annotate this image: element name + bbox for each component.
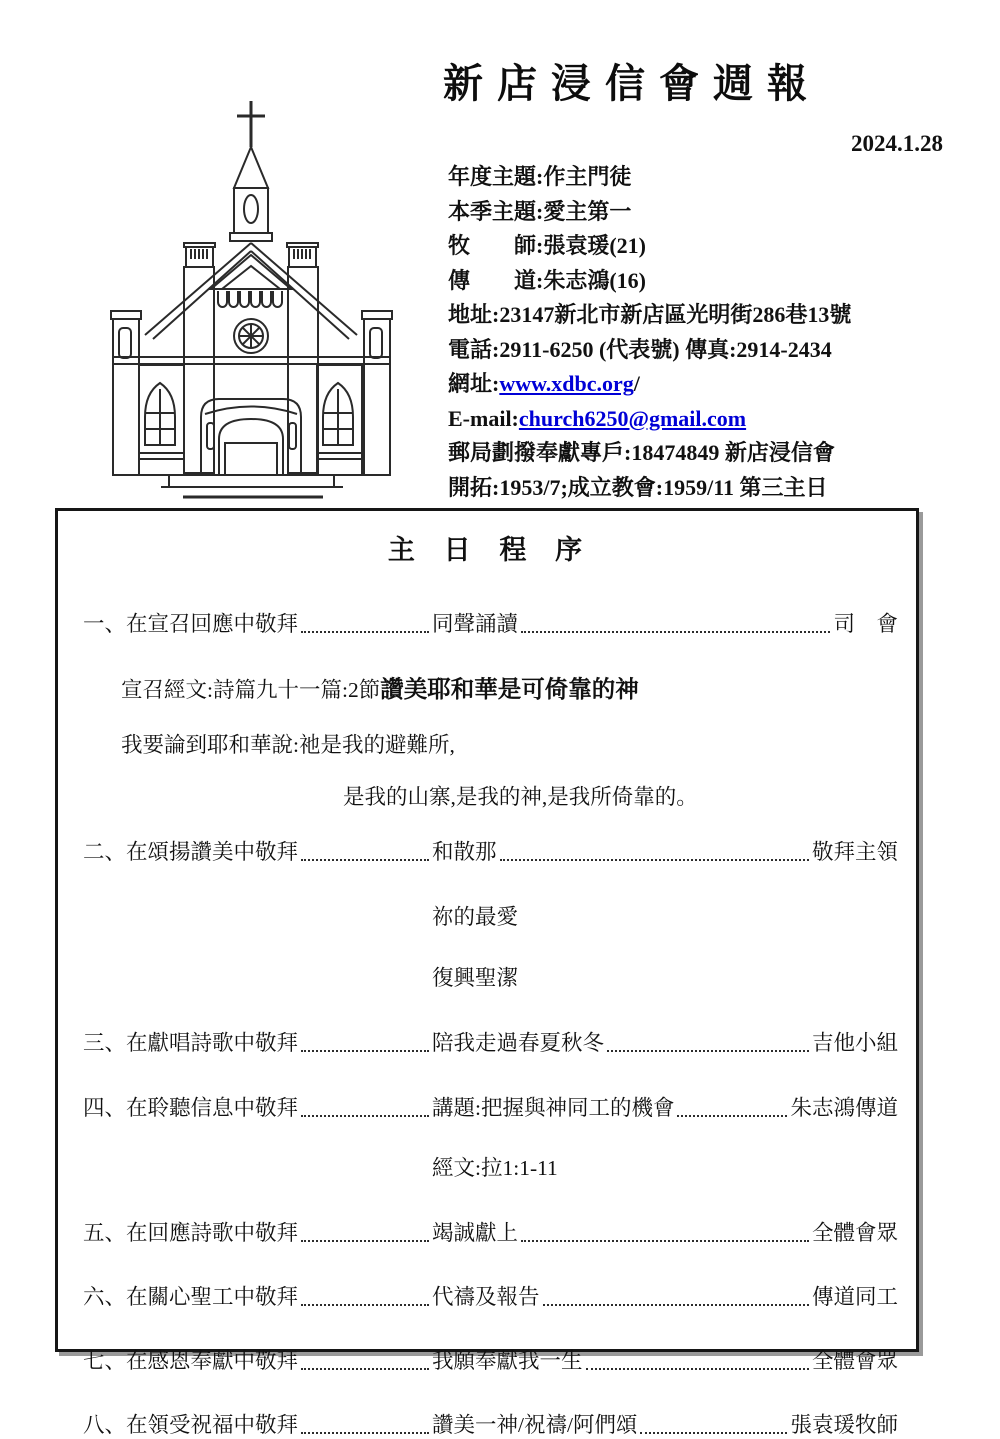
program-item-content: 我願奉獻我一生 <box>432 1349 583 1373</box>
program-row-5 <box>83 1216 898 1247</box>
dot-leader <box>301 1304 429 1306</box>
dot-leader <box>301 1240 429 1242</box>
dot-leader <box>301 1115 429 1117</box>
program-item-person: 全體會眾 <box>811 1221 898 1245</box>
program-item-label: 八、在領受祝福中敬拜 <box>83 1413 299 1437</box>
website-line <box>448 367 958 402</box>
steeple <box>230 147 272 241</box>
program-item-label: 五、在回應詩歌中敬拜 <box>83 1221 299 1245</box>
minister-line: 傳 道:朱志鴻(16) <box>448 267 646 293</box>
dot-leader <box>640 1432 787 1434</box>
dot-leader <box>521 1240 809 1242</box>
entrance <box>201 399 301 475</box>
cornice <box>113 357 390 364</box>
rose-window <box>234 319 268 353</box>
email-link[interactable]: church6250@gmail.com <box>518 405 747 431</box>
program-row-3 <box>83 1026 898 1057</box>
program-item-person: 張袁瑗牧師 <box>790 1413 898 1437</box>
hymn-line-2: 復興聖潔 <box>432 966 519 990</box>
program-item-content: 陪我走過春夏秋冬 <box>432 1031 605 1055</box>
email-label: E-mail: <box>448 405 519 431</box>
program-item-content: 講題:把握與神同工的機會 <box>432 1096 675 1120</box>
call-scripture-prefix: 宣召經文:詩篇九十一篇:2節 <box>121 678 381 702</box>
program-row-6 <box>83 1280 898 1311</box>
base-steps <box>161 475 343 497</box>
dot-leader <box>301 1050 429 1052</box>
dot-leader <box>301 859 429 861</box>
program-item-content: 和散那 <box>432 840 497 864</box>
dot-leader <box>301 631 429 633</box>
program-item-person: 傳道同工 <box>811 1285 898 1309</box>
dot-leader <box>607 1050 809 1052</box>
program-item-label: 二、在頌揚讚美中敬拜 <box>83 840 299 864</box>
program-item-label: 一、在宣召回應中敬拜 <box>83 612 299 636</box>
dot-leader <box>521 631 830 633</box>
address-line: 地址:23147新北市新店區光明街286巷13號 <box>448 302 852 327</box>
verse-line-2: 是我的山寨,是我的神,是我所倚靠的。 <box>343 785 698 809</box>
dot-leader <box>586 1368 809 1370</box>
dot-leader <box>500 859 809 861</box>
call-scripture-line <box>83 670 898 704</box>
church-info <box>448 160 958 505</box>
pastor-line: 牧 師:張袁瑗(21) <box>448 233 646 258</box>
program-item-content: 同聲誦讀 <box>432 612 519 636</box>
program-item-content: 讚美一神/祝禱/阿們頌 <box>432 1413 638 1437</box>
program-item-person: 全體會眾 <box>811 1349 898 1373</box>
masthead <box>443 52 943 157</box>
program-row-8 <box>83 1408 898 1439</box>
hymn-line-1: 祢的最愛 <box>432 905 519 929</box>
founded-line: 開拓:1953/7;成立教會:1959/11 第三主日 <box>448 474 828 500</box>
postal-account-line: 郵局劃撥奉獻專戶:18474849 新店浸信會 <box>448 440 835 465</box>
program-item-person: 司 會 <box>833 612 898 636</box>
call-scripture-title: 讚美耶和華是可倚靠的神 <box>380 677 639 703</box>
program-row-1 <box>83 607 898 638</box>
program-title: 主 日 程 序 <box>387 535 594 565</box>
sunday-program-box <box>55 508 919 1437</box>
frieze <box>218 291 282 307</box>
phone-fax-line: 電話:2911-6250 (代表號) 傳真:2914-2434 <box>448 336 832 362</box>
season-theme: 本季主題:愛主第一 <box>448 198 632 224</box>
website-link[interactable]: www.xdbc.org <box>499 371 634 396</box>
program-item-person: 敬拜主領 <box>811 840 898 864</box>
program-item-content: 竭誠獻上 <box>432 1221 519 1245</box>
right-wing <box>317 311 392 475</box>
verse-line-1: 我要論到耶和華說:祂是我的避難所, <box>121 733 455 757</box>
website-suffix: / <box>633 371 640 396</box>
sermon-scripture-line: 經文:拉1:1-11 <box>432 1156 558 1180</box>
issue-date: 2024.1.28 <box>851 131 943 156</box>
email-line <box>448 402 958 437</box>
program-item-label: 四、在聆聽信息中敬拜 <box>83 1096 299 1120</box>
program-item-person: 朱志鴻傳道 <box>790 1096 898 1120</box>
program-item-label: 三、在獻唱詩歌中敬拜 <box>83 1031 299 1055</box>
cross-icon <box>237 101 265 147</box>
program-row-4 <box>83 1091 898 1122</box>
program-item-person: 吉他小組 <box>811 1031 898 1055</box>
program-item-label: 六、在關心聖工中敬拜 <box>83 1285 299 1309</box>
program-item-label: 七、在感恩奉獻中敬拜 <box>83 1349 299 1373</box>
website-label: 網址: <box>448 371 500 396</box>
page-title: 新 店 浸 信 會 週 報 <box>443 61 809 106</box>
church-illustration <box>83 93 420 507</box>
dot-leader <box>301 1368 429 1370</box>
dot-leader <box>677 1115 787 1117</box>
dot-leader <box>301 1432 429 1434</box>
dot-leader <box>543 1304 809 1306</box>
program-item-content: 代禱及報告 <box>432 1285 540 1309</box>
left-wing <box>111 311 184 475</box>
annual-theme: 年度主題:作主門徒 <box>448 164 632 189</box>
program-row-7 <box>83 1344 898 1375</box>
program-row-2 <box>83 835 898 866</box>
